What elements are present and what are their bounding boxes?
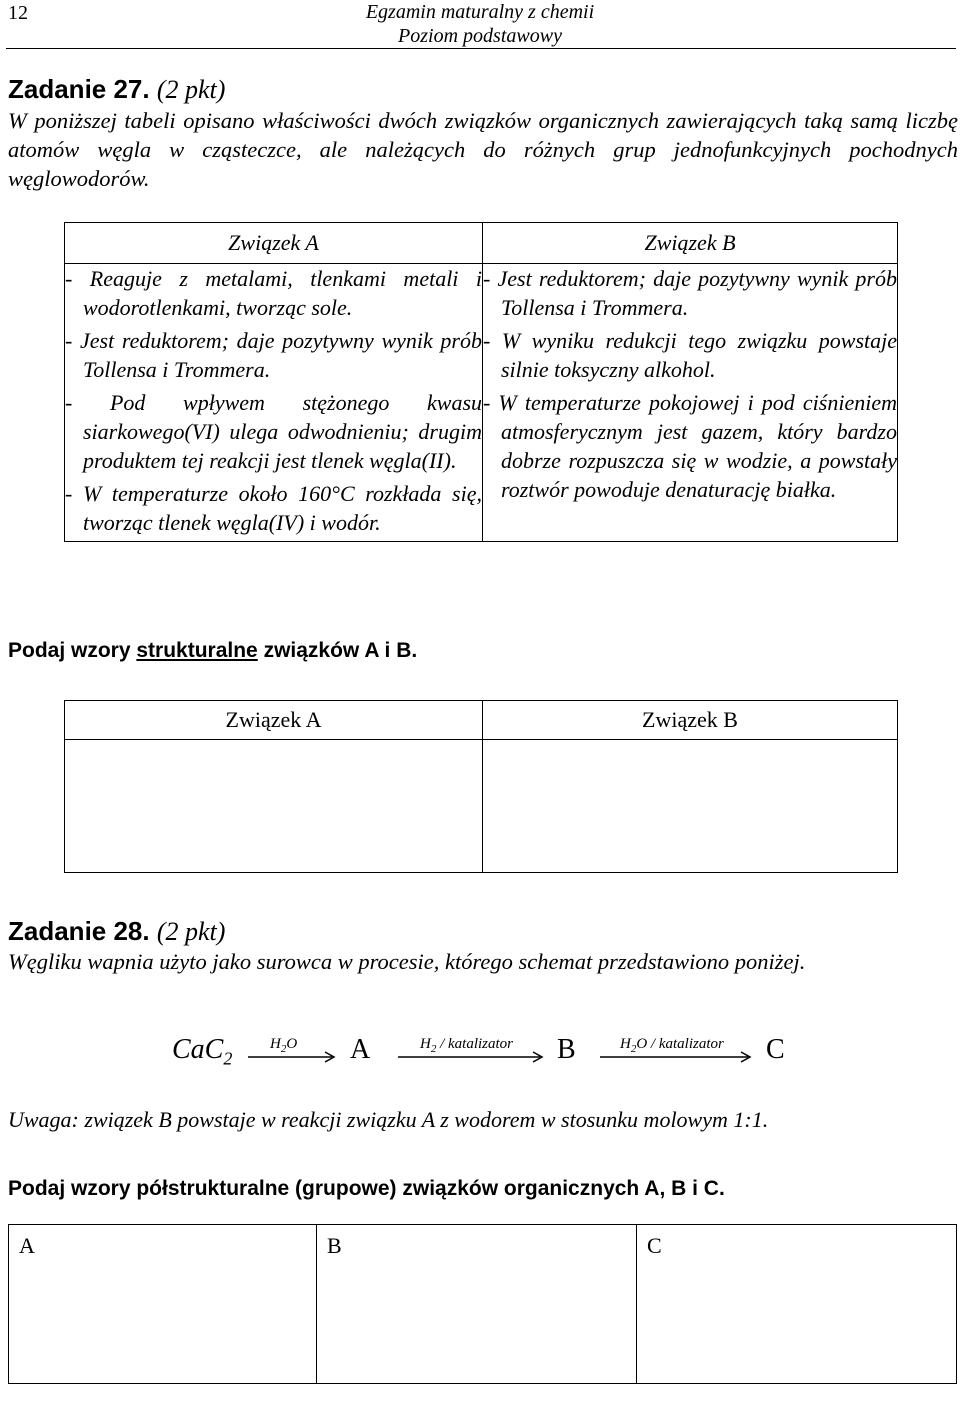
compound-a-property: - W temperaturze około 160°C rozkłada się, tworząc tlenek węgla(IV) i wodór. — [65, 481, 482, 535]
page-header — [0, 0, 960, 48]
task27-title: Zadanie 27. — [8, 74, 150, 104]
task27-answer-table — [64, 700, 898, 873]
instruction-prefix: Podaj wzory — [8, 639, 137, 662]
instruction-suffix: związków A i B. — [257, 639, 418, 662]
answer-cell-b[interactable] — [317, 1225, 637, 1384]
task27-intro: W poniższej tabeli opisano właściwości dwóch związków organicznych zawierających taką samą liczbę atomów węgla w cząsteczce, ale należących do różnych grup jednofunkcyjnych pochodnych węglowodorów. — [8, 108, 958, 191]
compound-a-header: Związek A — [65, 223, 483, 264]
answer-cell-c[interactable] — [637, 1225, 957, 1384]
answer-label-c: C — [647, 1233, 662, 1258]
answer-area-a[interactable] — [65, 740, 483, 873]
compound-b-header: Związek B — [483, 223, 898, 264]
task27-properties-table — [64, 222, 898, 542]
arrow2-label: $H_2$ / katalizator — [420, 1036, 514, 1055]
answer-cell-a[interactable] — [9, 1225, 317, 1384]
compound-a-properties — [65, 264, 483, 542]
exam-level: Poziom podstawowy — [398, 25, 562, 47]
task27-points: (2 pkt) — [156, 75, 226, 104]
compound-b-property: - W temperaturze pokojowej i pod ciśnieniem atmosferycznym jest gazem, który bardzo dobrze rozpuszcza się w wodzie, a powstały roztwór powoduje denaturację białka. — [483, 390, 897, 502]
arrow1 — [248, 1050, 338, 1064]
answer-area-b[interactable] — [483, 740, 898, 873]
task28-intro: Węgliku wapnia użyto jako surowca w procesie, którego schemat przedstawiono poniżej. — [8, 949, 806, 974]
compound-b-properties — [483, 264, 898, 542]
arrow2 — [398, 1050, 546, 1064]
scheme-node-b: B — [557, 1034, 576, 1065]
task28-instruction: Podaj wzory półstrukturalne (grupowe) związków organicznych A, B i C. — [8, 1177, 725, 1200]
task28-answer-table — [8, 1224, 957, 1384]
task28-title: Zadanie 28. — [8, 916, 150, 946]
scheme-start: CaC$_2$ — [172, 1034, 233, 1069]
task28-points: (2 pkt) — [156, 917, 226, 946]
compound-b-property: - W wyniku redukcji tego związku powstaje silnie toksyczny alkohol. — [483, 328, 897, 382]
task28-note: Uwaga: związek B powstaje w reakcji związku A z wodorem w stosunku molowym 1:1. — [8, 1107, 769, 1132]
compound-a-property: - Reaguje z metalami, tlenkami metali i wodorotlenkami, tworząc sole. — [65, 266, 482, 320]
scheme-node-c: C — [766, 1034, 785, 1065]
arrow3 — [600, 1050, 754, 1064]
page-number: 12 — [8, 2, 28, 24]
header-divider — [6, 48, 956, 49]
task27-heading — [8, 74, 225, 105]
answer-header-b: Związek B — [483, 701, 898, 740]
answer-label-a: A — [19, 1233, 35, 1258]
compound-a-property: - Pod wpływem stężonego kwasu siarkowego(VI) ulega odwodnieniu; drugim produktem tej reakcji jest tlenek węgla(II). — [65, 390, 482, 473]
compound-a-property: - Jest reduktorem; daje pozytywny wynik prób Tollensa i Trommera. — [65, 328, 482, 382]
answer-label-b: B — [327, 1233, 342, 1258]
exam-title: Egzamin maturalny z chemii — [365, 1, 595, 23]
instruction-underlined: strukturalne — [136, 639, 258, 662]
task28-heading — [8, 916, 225, 947]
arrow3-label: $H_2O$ / katalizator — [620, 1036, 724, 1055]
arrow1-label: $H_2O$ — [270, 1036, 298, 1055]
compound-b-property: - Jest reduktorem; daje pozytywny wynik prób Tollensa i Trommera. — [483, 266, 897, 320]
scheme-node-a: A — [350, 1034, 371, 1065]
task27-instruction — [8, 638, 417, 664]
answer-header-a: Związek A — [65, 701, 483, 740]
